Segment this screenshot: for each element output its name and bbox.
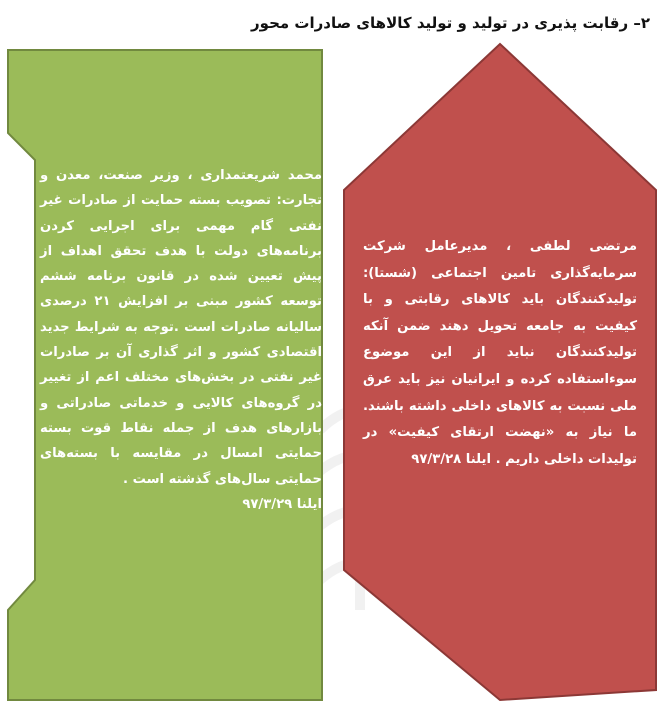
green-panel-source: ایلنا ۹۷/۳/۲۹ [242, 496, 322, 512]
page-heading: ۲– رقابت پذیری در تولید و تولید کالاهای صادرات محور [251, 14, 650, 32]
green-panel-text [40, 163, 322, 517]
red-panel-text [363, 234, 637, 473]
green-panel-quote: محمد شریعتمداری ، وزیر صنعت، معدن و تجارت: تصویب بسته حمایت از صادرات غیر نفتی گام مهمی برای اجرایی کردن برنامه‌های دولت با هدف تحقق اهداف از پیش تعیین شده در قانون برنامه ششم توسعه کشور مبنی بر افزایش ۲۱ درصدی سالیانه صادرات است .توجه به شرایط جدید اقتصادی کشور و اثر گذاری آن بر صادرات غیر نفتی در بخش‌های مختلف اعم از تغییر در گروه‌های کالایی و خدماتی صادراتی و بازارهای هدف از جمله نقاط قوت بسته حمایتی امسال در مقایسه با بسته‌های حمایتی سال‌های گذشته است . [40, 168, 322, 487]
red-panel-quote: مرتضی لطفی ، مدیرعامل شرکت سرمایه‌گذاری تامین اجتماعی (شستا): تولیدکنندگان باید کالاهای رقابتی و با کیفیت به جامعه تحویل دهند ضمن آنکه تولیدکنندگان نباید از این موضوع سوءاستفاده کرده و ایرانیان نیز باید عرق ملی نسبت به کالاهای داخلی داشته باشند. ما نیاز به «نهضت ارتقای کیفیت» در تولیدات داخلی داریم . [363, 239, 637, 467]
red-panel-source: ایلنا ۹۷/۳/۲۸ [411, 451, 491, 467]
